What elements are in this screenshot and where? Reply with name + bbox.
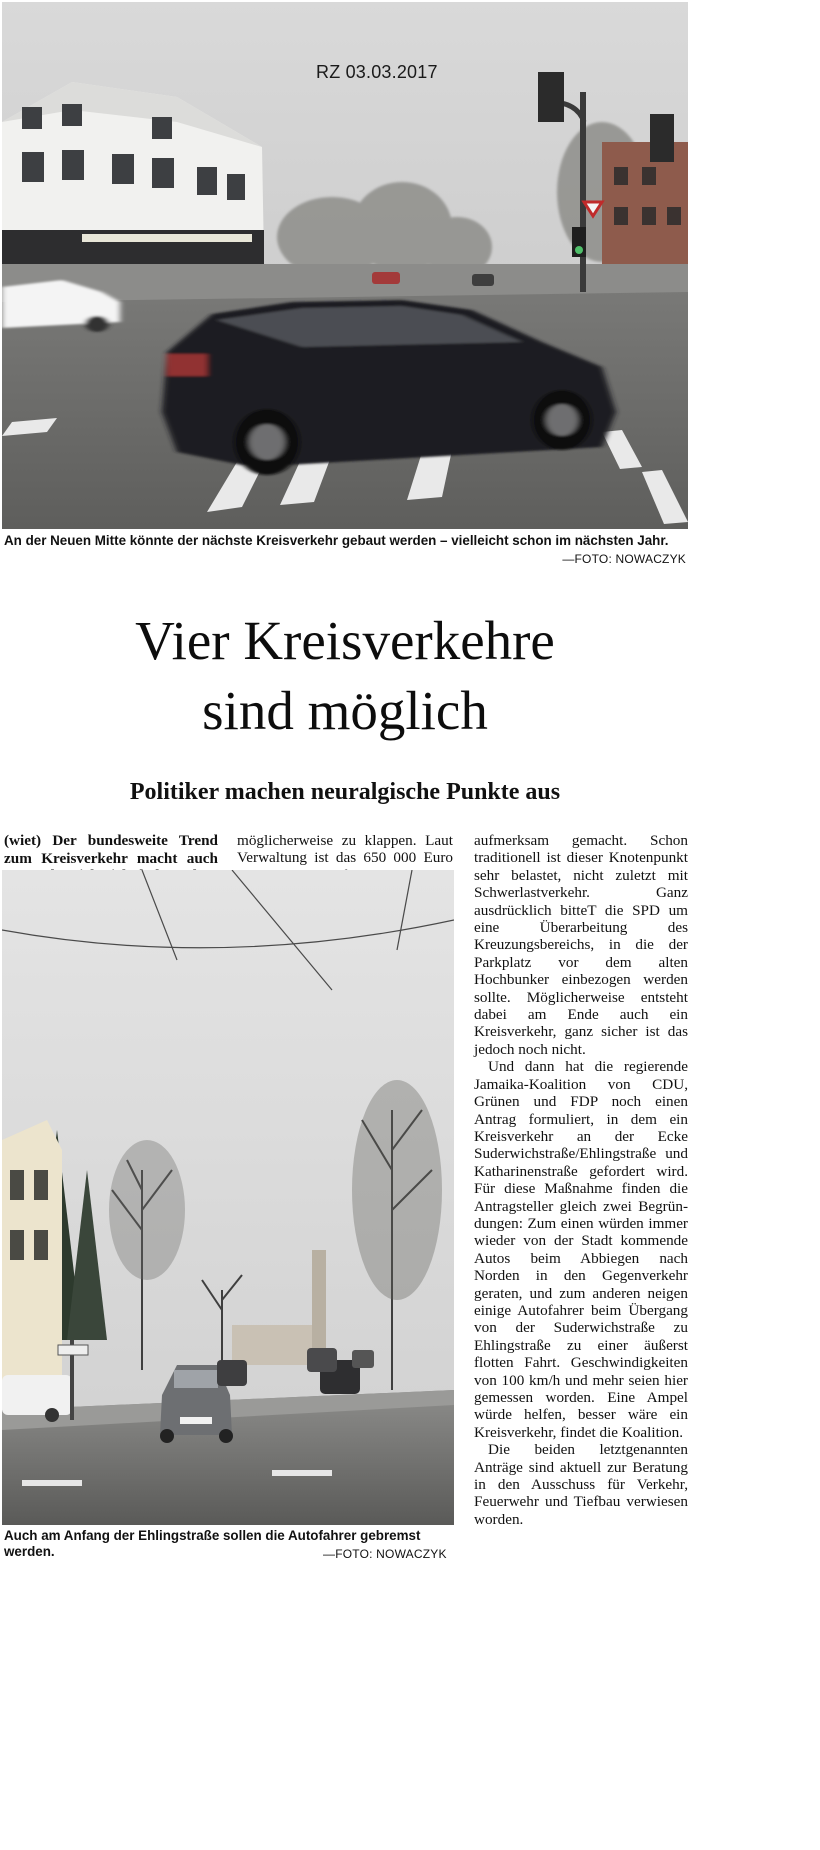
article-paragraph: Die beiden letztgenannten Anträge sind aktuell zur Beratung in den Ausschuss für Verkehr, Feuerwehr und Tiefbau verwiesen worden. — [474, 1441, 688, 1528]
article-lead: (wiet) Der bundesweite Trend zum Kreisverkehr macht auch — [4, 832, 218, 867]
article-paragraph: Und dann hat die regierende Jamaika-Koalition von CDU, Grünen und FDP noch einen Antrag formuliert, in dem ein Kreisverkehr an der Ecke Suderwichstraße/Ehlingstraße und Katharinenstraße gefordert wird. Für diese Maßnahme finden die Antragsteller gleich zwei Begründungen: Zum einen würden immer wieder von der Stadt kommende Autos beim Abbiegen nach Norden in den Gegenverkehr geraten, und zum anderen neigen einige Autofahrer beim Übergang von der Suderwichstraße zu Ehlingstraße zu einer äußerst flotten Fahrt. Geschwindigkeiten von 100 km/h und mehr seien hier gemessen worden. Eine Ampel würde helfen, besser wäre ein Kreisverkehr, findet die Koalition. — [474, 1058, 688, 1441]
photo-ehlingstrasse-image — [2, 870, 454, 1525]
article-column-3 — [474, 832, 688, 1528]
article-headline — [0, 606, 690, 746]
headline-line-2: sind möglich — [202, 680, 488, 741]
photo-caption-bottom: Auch am Anfang der Ehlingstraße sollen die Autofahrer gebremst werden. — [4, 1528, 421, 1559]
photo-ehlingstrasse — [2, 870, 454, 1525]
photo-credit-bottom: —FOTO: NOWACZYK — [323, 1547, 447, 1561]
article-subheadline: Politiker machen neuralgische Punkte aus — [129, 779, 561, 805]
date-stamp: RZ 03.03.2017 — [316, 62, 438, 82]
article-paragraph: möglicherweise zu klappen. Laut Verwaltung ist das 650 000 Euro — [237, 832, 453, 867]
article-paragraph: aufmerksam gemacht. Schon traditionell ist dieser Knotenpunkt sehr belastet, nicht zuletzt mit Schwerlastverkehr. Ganz ausdrücklich bitteT die SPD um eine Überarbeitung des Kreuzungsbereichs, in die der Parkplatz vor dem alten Hochbunker einbezogen werden sollte. Möglicherweise entsteht dabei am Ende auch ein Kreisverkehr, ganz sicher ist das jedoch noch nicht. — [474, 832, 688, 1058]
photo-credit-top: —FOTO: NOWACZYK — [562, 552, 686, 566]
photo-caption-top: An der Neuen Mitte könnte der nächste Kreisverkehr gebaut werden – vielleicht schon im nächsten Jahr. — [4, 533, 669, 548]
headline-line-1: Vier Kreisverkehre — [135, 610, 555, 671]
